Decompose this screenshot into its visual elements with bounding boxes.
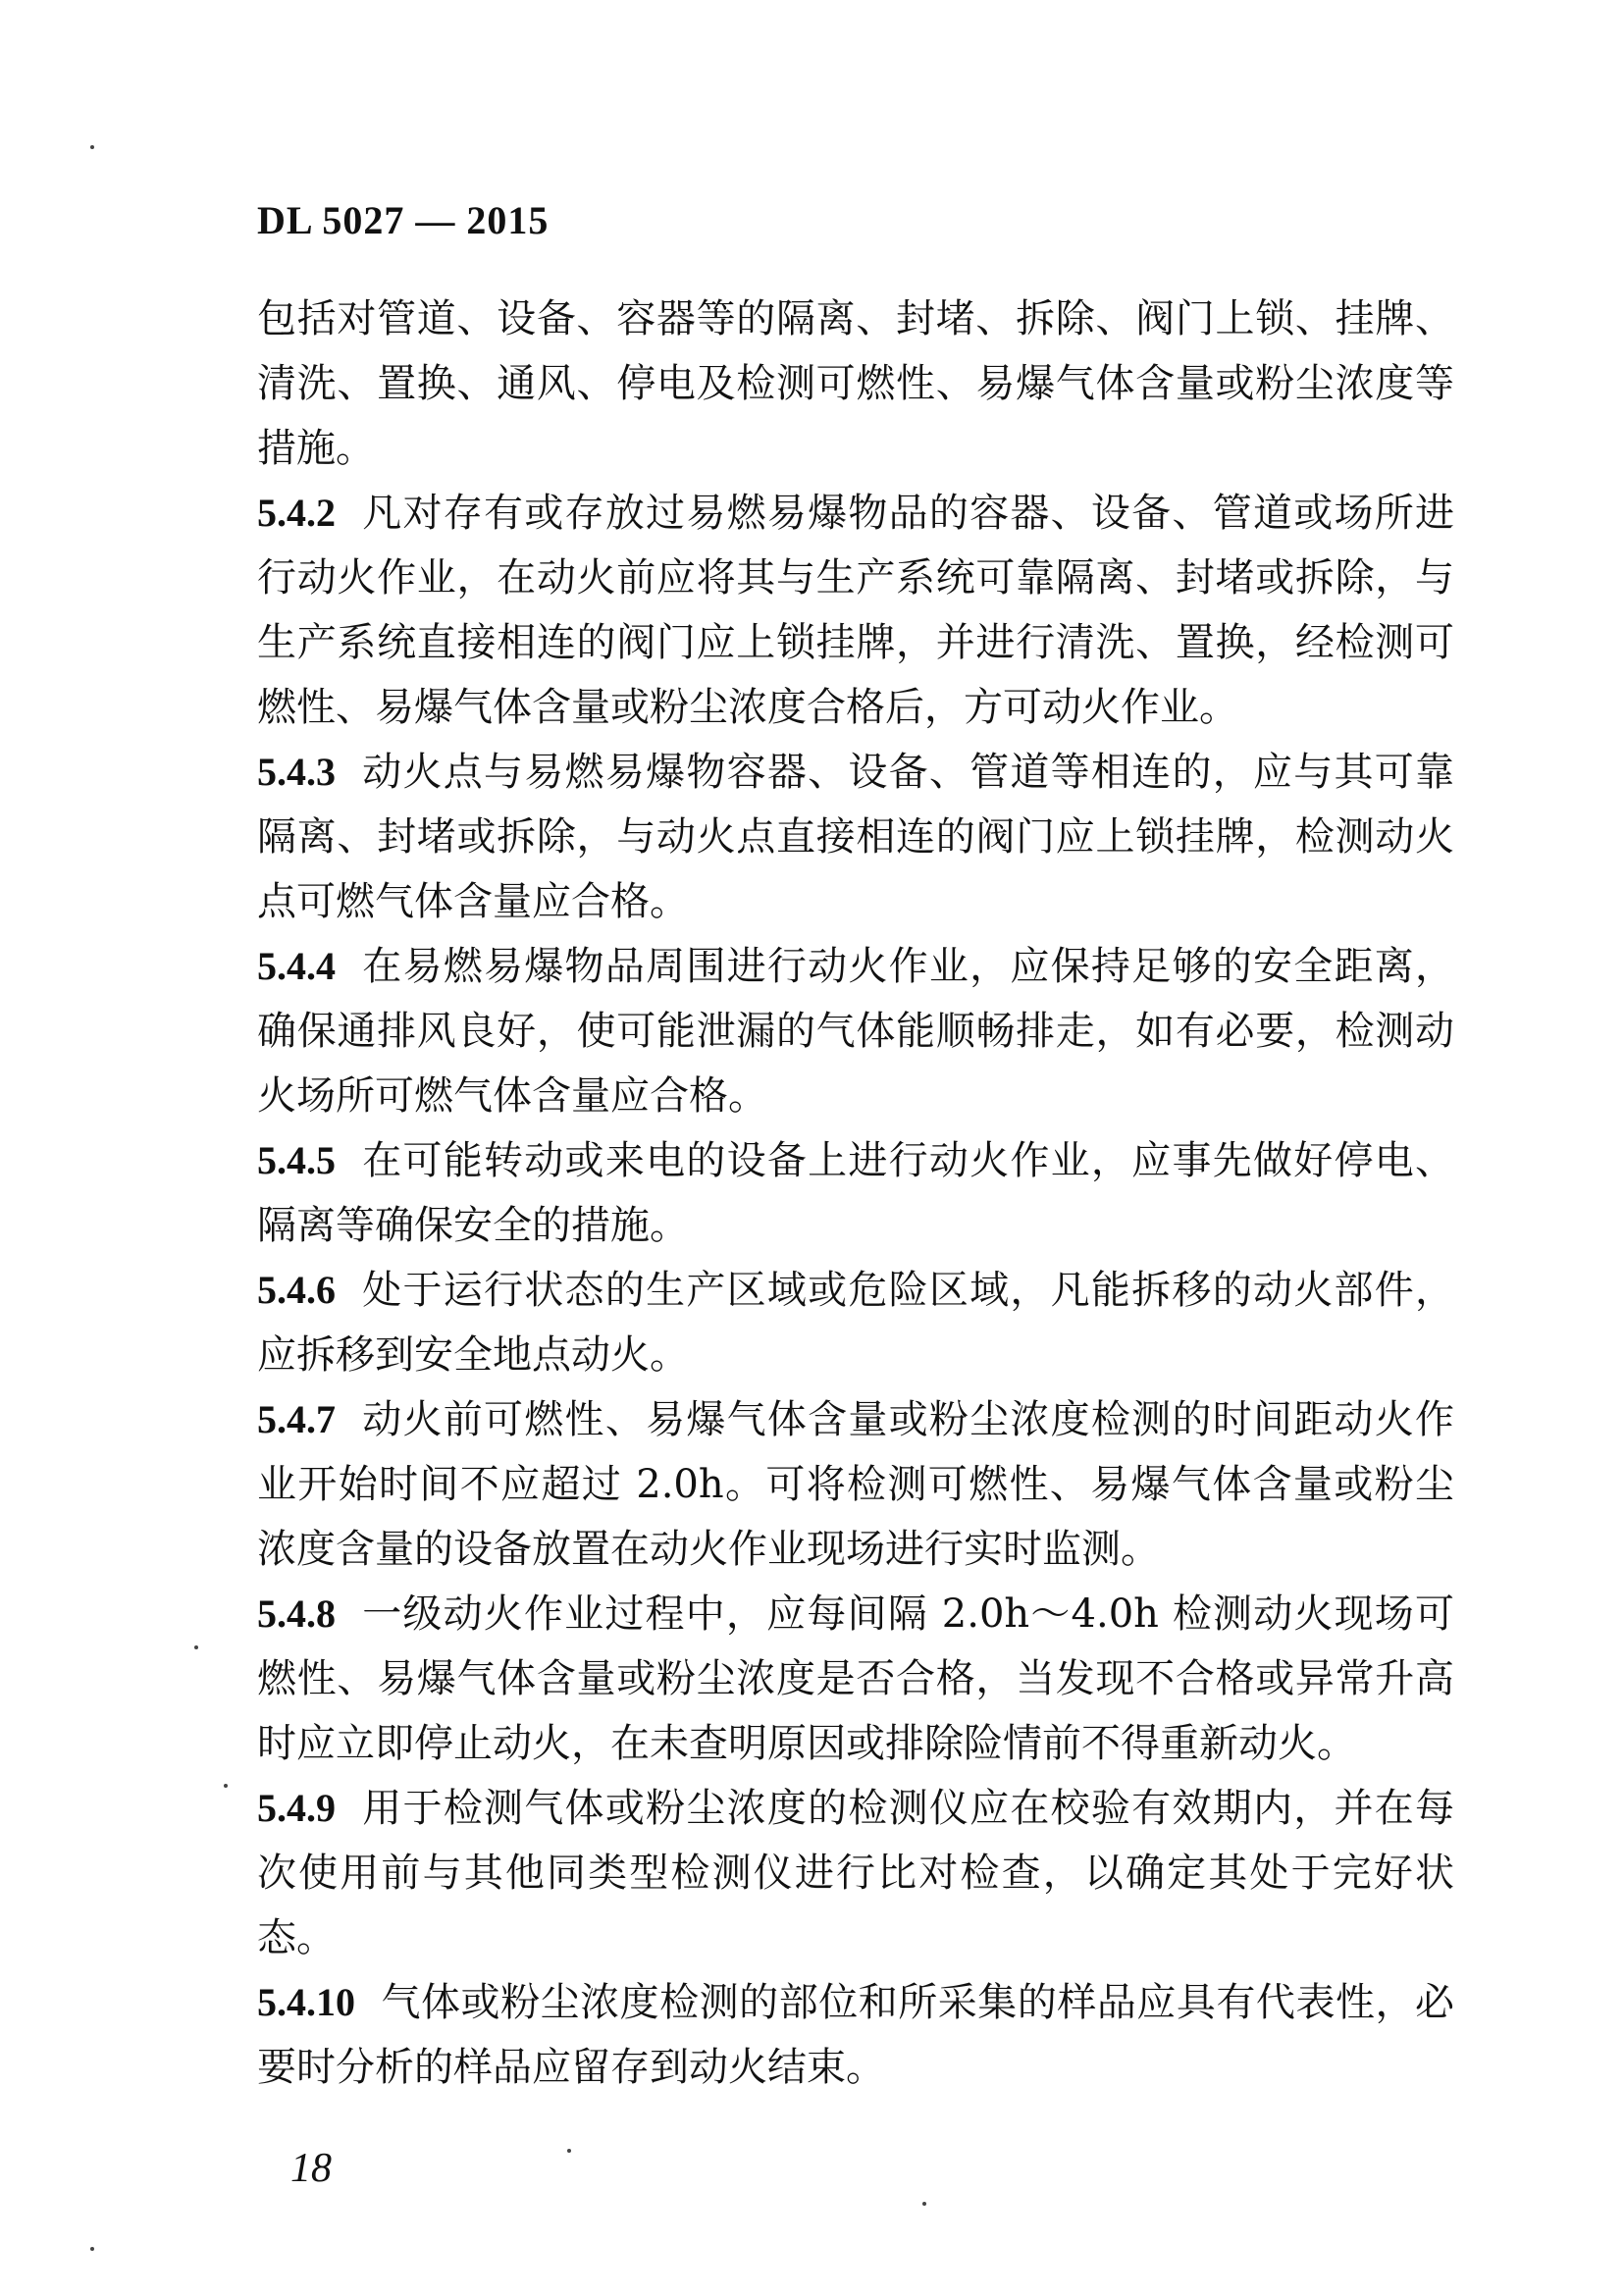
clause-number: 5.4.2 xyxy=(257,491,336,535)
clause-number: 5.4.6 xyxy=(257,1268,336,1312)
clause-text: 处于运行状态的生产区域或危险区域，凡能拆移的动火部件，应拆移到安全地点动火。 xyxy=(257,1268,1454,1378)
clause-text: 动火点与易燃易爆物容器、设备、管道等相连的，应与其可靠隔离、封堵或拆除，与动火点直接相连的阀门应上锁挂牌，检测动火点可燃气体含量应合格。 xyxy=(257,750,1454,924)
paragraph-text: 包括对管道、设备、容器等的隔离、封堵、拆除、阀门上锁、挂牌、清洗、置换、通风、停电及检测可燃性、易爆气体含量或粉尘浓度等措施。 xyxy=(257,296,1454,471)
clause-number: 5.4.8 xyxy=(257,1591,336,1636)
clause-number: 5.4.5 xyxy=(257,1138,336,1182)
clause-number: 5.4.4 xyxy=(257,944,336,988)
clause-5-4-9 xyxy=(257,1776,1454,1970)
clause-number: 5.4.7 xyxy=(257,1397,336,1441)
scan-speck xyxy=(90,145,94,149)
scan-speck xyxy=(194,1645,198,1649)
clause-5-4-4 xyxy=(257,934,1454,1128)
clause-number: 5.4.3 xyxy=(257,750,336,794)
clause-text: 一级动火作业过程中，应每间隔 2.0h～4.0h 检测动火现场可燃性、易爆气体含量或粉尘浓度是否合格，当发现不合格或异常升高时应立即停止动火，在未查明原因或排除险情前不得重新动火。 xyxy=(257,1591,1454,1766)
scan-speck xyxy=(90,2247,94,2251)
clause-5-4-8 xyxy=(257,1582,1454,1776)
clause-5-4-2 xyxy=(257,481,1454,740)
clause-text: 凡对存有或存放过易燃易爆物品的容器、设备、管道或场所进行动火作业，在动火前应将其与生产系统可靠隔离、封堵或拆除，与生产系统直接相连的阀门应上锁挂牌，并进行清洗、置换，经检测可燃性、易爆气体含量或粉尘浓度合格后，方可动火作业。 xyxy=(257,491,1454,730)
clause-5-4-6 xyxy=(257,1258,1454,1387)
clause-number: 5.4.10 xyxy=(257,1980,355,2024)
clause-text: 气体或粉尘浓度检测的部位和所采集的样品应具有代表性，必要时分析的样品应留存到动火结束。 xyxy=(257,1980,1454,2090)
body-text xyxy=(257,287,1454,2100)
clause-5-4-10 xyxy=(257,1970,1454,2100)
clause-5-4-5 xyxy=(257,1128,1454,1258)
clause-5-4-7 xyxy=(257,1387,1454,1582)
paragraph-continuation xyxy=(257,287,1454,481)
scan-speck xyxy=(224,1784,228,1788)
clause-text: 在易燃易爆物品周围进行动火作业，应保持足够的安全距离，确保通排风良好，使可能泄漏的气体能顺畅排走，如有必要，检测动火场所可燃气体含量应合格。 xyxy=(257,944,1454,1119)
clause-text: 用于检测气体或粉尘浓度的检测仪应在校验有效期内，并在每次使用前与其他同类型检测仪进行比对检查，以确定其处于完好状态。 xyxy=(257,1786,1454,1960)
standard-code-header: DL 5027 — 2015 xyxy=(257,198,550,242)
clause-5-4-3 xyxy=(257,740,1454,934)
scan-speck xyxy=(922,2202,926,2206)
page-number: 18 xyxy=(290,2146,332,2191)
scan-speck xyxy=(567,2149,571,2153)
clause-text: 动火前可燃性、易爆气体含量或粉尘浓度检测的时间距动火作业开始时间不应超过 2.0h。可将检测可燃性、易爆气体含量或粉尘浓度含量的设备放置在动火作业现场进行实时监测。 xyxy=(257,1397,1454,1572)
clause-text: 在可能转动或来电的设备上进行动火作业，应事先做好停电、隔离等确保安全的措施。 xyxy=(257,1138,1454,1248)
clause-number: 5.4.9 xyxy=(257,1786,336,1830)
